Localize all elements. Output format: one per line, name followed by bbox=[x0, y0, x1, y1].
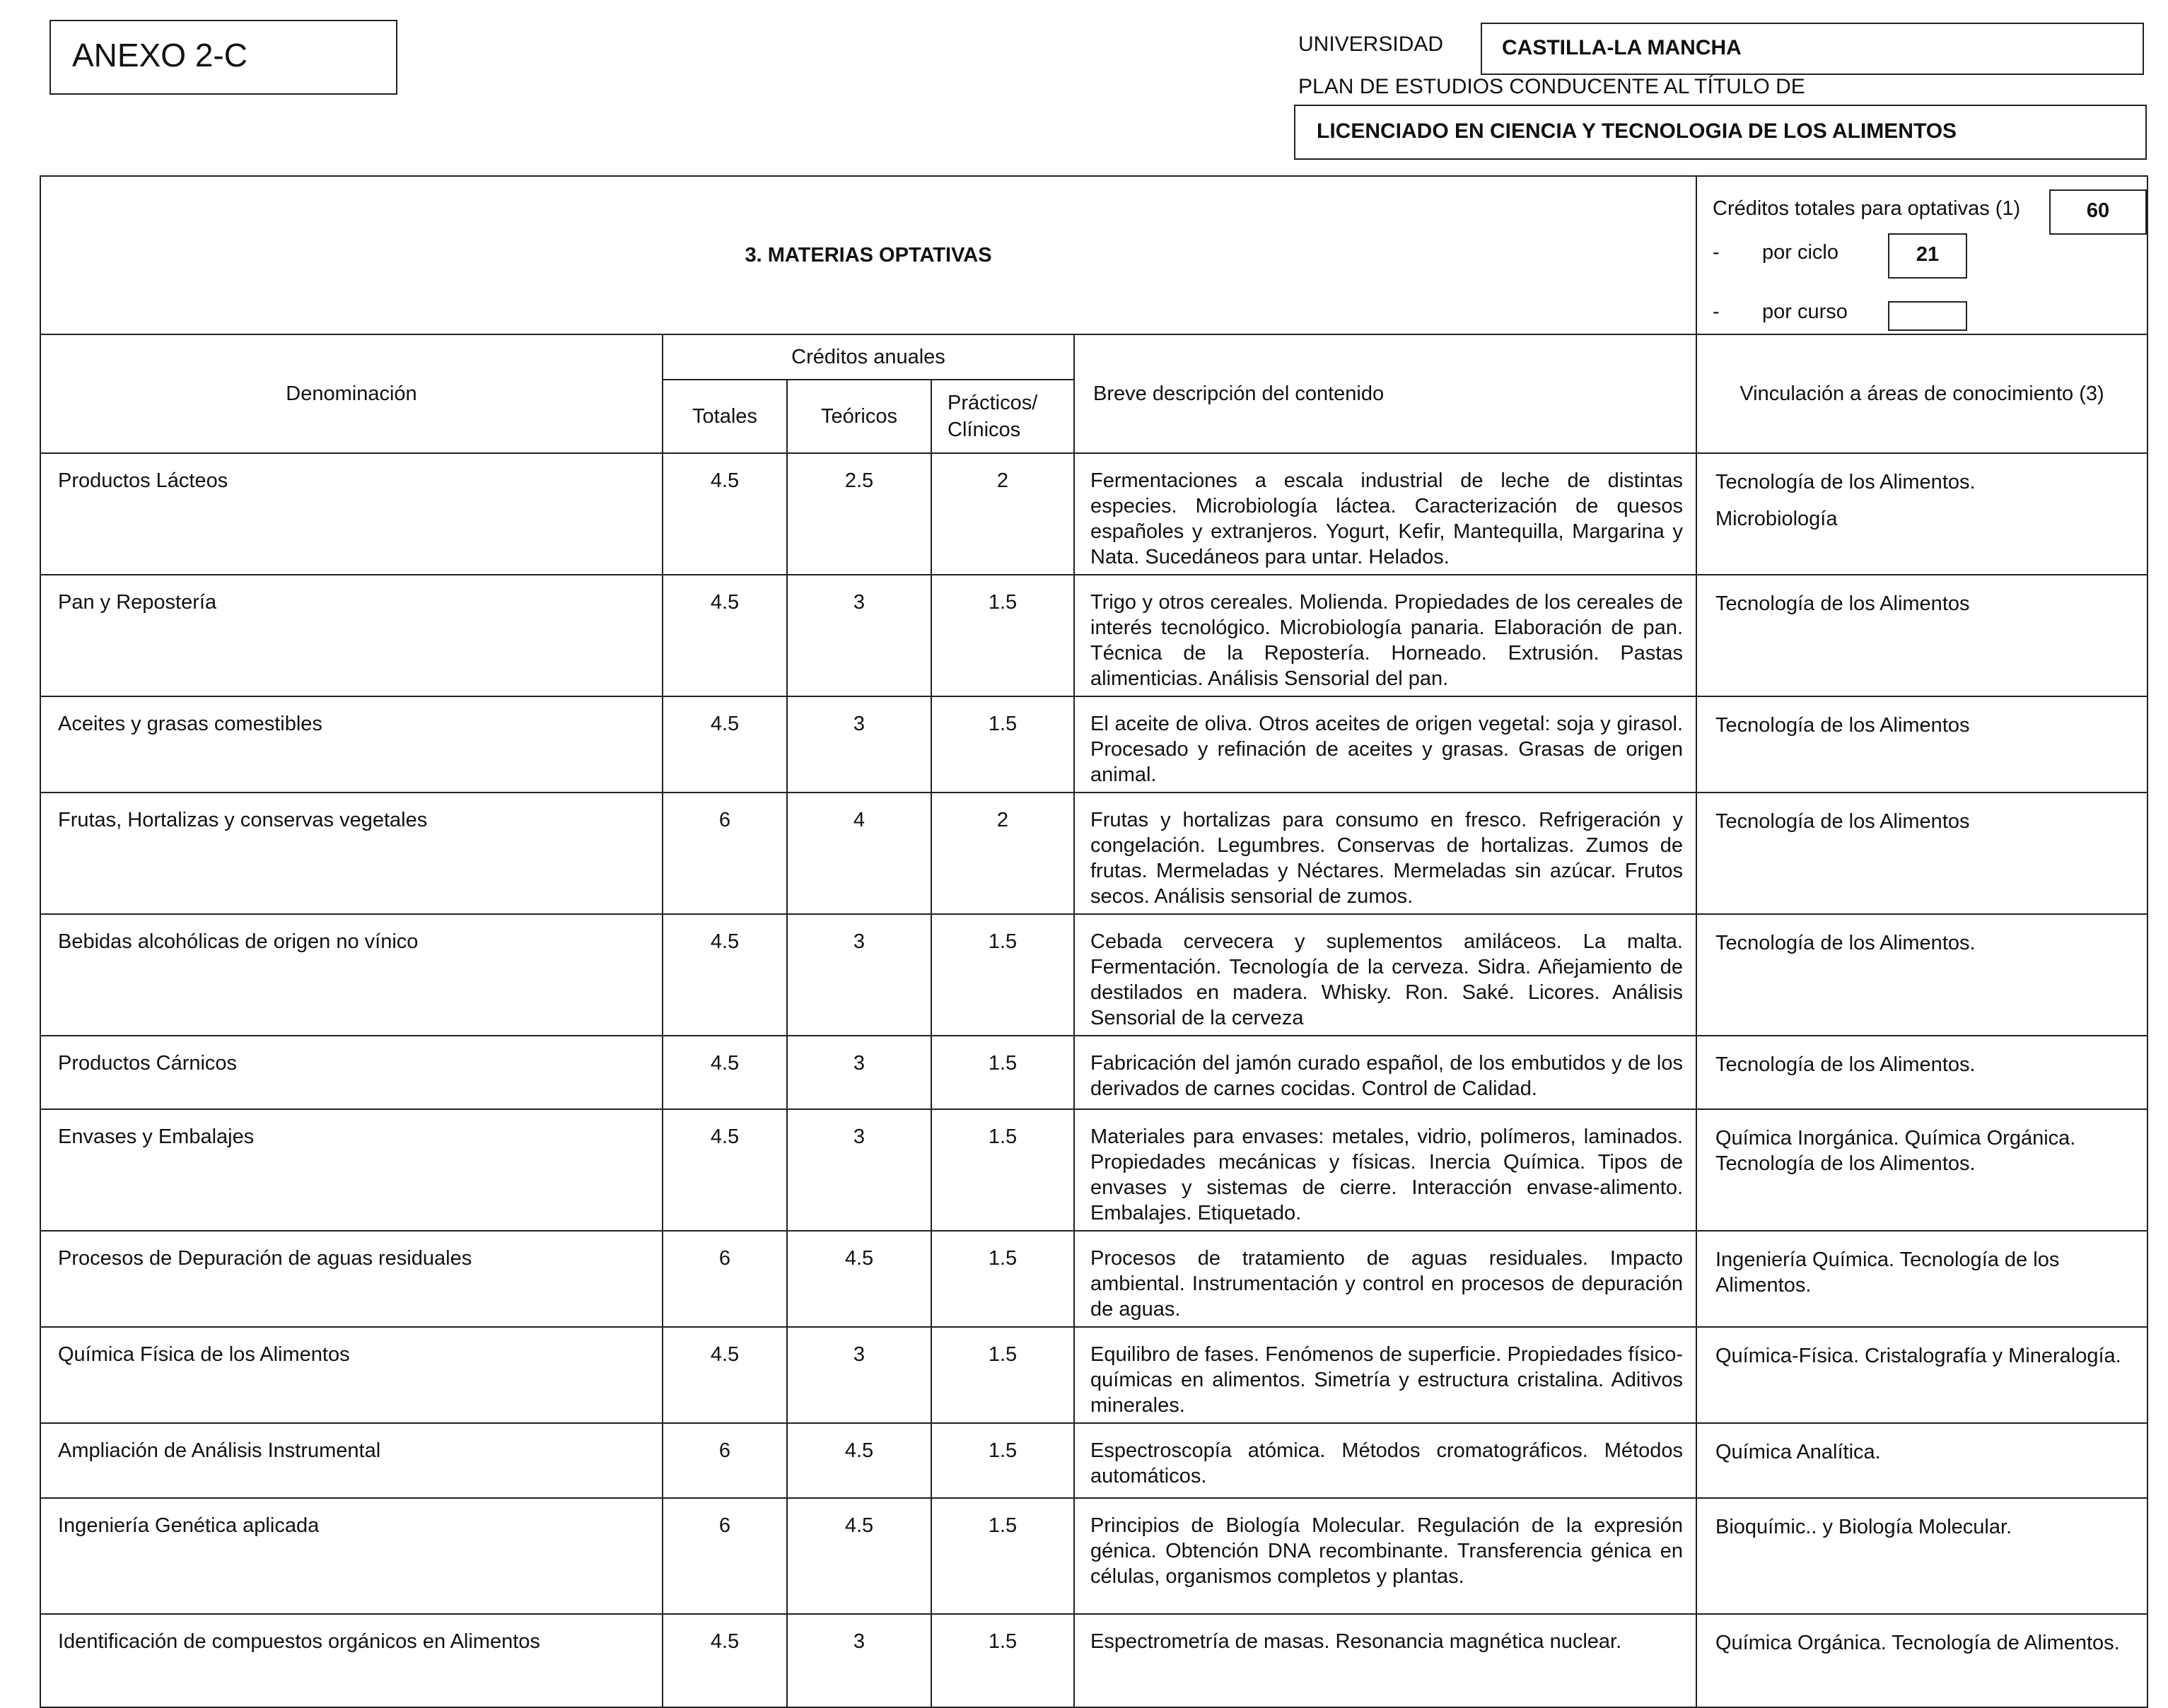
materia-descripcion: Procesos de tratamiento de aguas residuales. Impacto ambiental. Instrumentación y control en procesos de depuración de aguas. bbox=[1074, 1231, 1696, 1327]
col-totales: Totales bbox=[663, 380, 787, 453]
materia-descripcion: Fermentaciones a escala industrial de leche de distintas especies. Microbiología láctea. Caracterización de quesos españoles y extranjeros. Yogurt, Kefir, Mantequilla, Margarina y Nata. Sucedáneos para untar. Helados. bbox=[1074, 453, 1696, 575]
creditos-teoricos: 3 bbox=[787, 575, 931, 696]
creditos-totales: 6 bbox=[663, 792, 787, 914]
creditos-teoricos: 3 bbox=[787, 914, 931, 1036]
materia-descripcion: Fabricación del jamón curado español, de los embutidos y de los derivados de carnes cocidas. Control de Calidad. bbox=[1074, 1036, 1696, 1109]
materia-name: Ingeniería Genética aplicada bbox=[40, 1498, 663, 1614]
area-primary: Tecnología de los Alimentos bbox=[1715, 714, 1970, 737]
creditos-teoricos: 3 bbox=[787, 1614, 931, 1707]
materia-name: Identificación de compuestos orgánicos en Alimentos bbox=[40, 1614, 663, 1707]
area-primary: Química-Física. Cristalografía y Mineralogía. bbox=[1715, 1345, 2121, 1367]
table-row bbox=[40, 575, 2147, 696]
creditos-totales: 4.5 bbox=[663, 453, 787, 575]
creditos-totales: 4.5 bbox=[663, 1036, 787, 1109]
por-ciclo-value: 21 bbox=[1888, 233, 1967, 279]
col-practicos: Prácticos/ Clínicos bbox=[931, 380, 1074, 453]
creditos-totales: 4.5 bbox=[663, 914, 787, 1036]
materia-name: Productos Cárnicos bbox=[40, 1036, 663, 1109]
section-title: 3. MATERIAS OPTATIVAS bbox=[40, 176, 1696, 334]
creditos-teoricos: 4 bbox=[787, 792, 931, 914]
materia-descripcion: Cebada cervecera y suplementos amiláceos. La malta. Fermentación. Tecnología de la cerveza. Sidra. Añejamiento de destilados en madera. Whisky. Ron. Saké. Licores. Análisis Sensorial de la cerveza bbox=[1074, 914, 1696, 1036]
materia-vinculacion bbox=[1696, 1614, 2147, 1707]
table-row bbox=[40, 1498, 2147, 1614]
table-row bbox=[40, 1327, 2147, 1423]
materia-descripcion: El aceite de oliva. Otros aceites de origen vegetal: soja y girasol. Procesado y refinación de aceites y grasas. Grasas de origen animal. bbox=[1074, 696, 1696, 792]
creditos-practicos: 2 bbox=[931, 453, 1074, 575]
column-header-row bbox=[40, 334, 2147, 380]
dash: - bbox=[1713, 241, 1720, 264]
creditos-totales: 4.5 bbox=[663, 575, 787, 696]
table-row bbox=[40, 914, 2147, 1036]
creditos-practicos: 1.5 bbox=[931, 1498, 1074, 1614]
creditos-practicos: 1.5 bbox=[931, 1231, 1074, 1327]
section-header-row bbox=[40, 176, 2147, 334]
anexo-label: ANEXO 2-C bbox=[49, 20, 397, 95]
plan-label: PLAN DE ESTUDIOS CONDUCENTE AL TÍTULO DE bbox=[1298, 75, 1805, 98]
table-row bbox=[40, 792, 2147, 914]
area-primary: Química Orgánica. Tecnología de Alimentos. bbox=[1715, 1632, 2120, 1654]
area-secondary: Microbiología bbox=[1715, 508, 1838, 530]
materia-vinculacion bbox=[1696, 914, 2147, 1036]
creditos-practicos: 1.5 bbox=[931, 575, 1074, 696]
universidad-value: CASTILLA-LA MANCHA bbox=[1481, 23, 2144, 75]
materia-vinculacion bbox=[1696, 1109, 2147, 1231]
materia-name: Procesos de Depuración de aguas residuales bbox=[40, 1231, 663, 1327]
table-row bbox=[40, 453, 2147, 575]
materia-vinculacion bbox=[1696, 575, 2147, 696]
materia-name: Ampliación de Análisis Instrumental bbox=[40, 1423, 663, 1498]
creditos-practicos: 1.5 bbox=[931, 914, 1074, 1036]
creditos-totales-line bbox=[1713, 192, 2134, 230]
materia-descripcion: Principios de Biología Molecular. Regulación de la expresión génica. Obtención DNA recombinante. Transferencia génica en células, organismos completos y plantas. bbox=[1074, 1498, 1696, 1614]
creditos-teoricos: 4.5 bbox=[787, 1498, 931, 1614]
materia-vinculacion bbox=[1696, 1423, 2147, 1498]
materia-name: Frutas, Hortalizas y conservas vegetales bbox=[40, 792, 663, 914]
creditos-totales: 6 bbox=[663, 1498, 787, 1614]
por-curso-value bbox=[1888, 301, 1967, 331]
dash: - bbox=[1713, 300, 1720, 323]
creditos-practicos: 1.5 bbox=[931, 1109, 1074, 1231]
table-row bbox=[40, 696, 2147, 792]
creditos-teoricos: 3 bbox=[787, 1327, 931, 1423]
area-primary: Ingeniería Química. Tecnología de los Alimentos. bbox=[1715, 1248, 2060, 1297]
creditos-practicos: 1.5 bbox=[931, 696, 1074, 792]
creditos-teoricos: 3 bbox=[787, 696, 931, 792]
creditos-totales: 4.5 bbox=[663, 1614, 787, 1707]
creditos-teoricos: 4.5 bbox=[787, 1231, 931, 1327]
creditos-teoricos: 4.5 bbox=[787, 1423, 931, 1498]
table-row bbox=[40, 1614, 2147, 1707]
materia-vinculacion bbox=[1696, 1327, 2147, 1423]
por-curso-label: por curso bbox=[1762, 300, 1848, 323]
area-primary: Bioquímic.. y Biología Molecular. bbox=[1715, 1516, 2012, 1538]
table-row bbox=[40, 1109, 2147, 1231]
table-row bbox=[40, 1231, 2147, 1327]
col-vinculacion: Vinculación a áreas de conocimiento (3) bbox=[1696, 334, 2147, 453]
materia-descripcion: Trigo y otros cereales. Molienda. Propiedades de los cereales de interés tecnológico. Microbiología panaria. Elaboración de pan. Técnica de la Repostería. Horneado. Extrusión. Pastas alimenticias. Análisis Sensorial del pan. bbox=[1074, 575, 1696, 696]
creditos-practicos: 1.5 bbox=[931, 1327, 1074, 1423]
area-primary: Tecnología de los Alimentos. bbox=[1715, 932, 1976, 954]
creditos-totales: 6 bbox=[663, 1423, 787, 1498]
materia-name: Aceites y grasas comestibles bbox=[40, 696, 663, 792]
creditos-teoricos: 3 bbox=[787, 1109, 931, 1231]
creditos-totales: 4.5 bbox=[663, 696, 787, 792]
materia-descripcion: Materiales para envases: metales, vidrio, polímeros, laminados. Propiedades mecánicas y físicas. Inercia Química. Tipos de envases y sistemas de cierre. Interacción envase-alimento. Embalajes. Etiquetado. bbox=[1074, 1109, 1696, 1231]
titulo-value: LICENCIADO EN CIENCIA Y TECNOLOGIA DE LOS ALIMENTOS bbox=[1294, 105, 2147, 160]
universidad-label: UNIVERSIDAD bbox=[1298, 33, 1444, 56]
area-primary: Tecnología de los Alimentos. bbox=[1715, 1053, 1976, 1076]
materias-table bbox=[40, 175, 2148, 1708]
materias-rows bbox=[40, 453, 2147, 1707]
creditos-totales: 6 bbox=[663, 1231, 787, 1327]
creditos-totales-label: Créditos totales para optativas (1) bbox=[1713, 197, 2021, 220]
area-primary: Tecnología de los Alimentos bbox=[1715, 592, 1970, 615]
area-primary: Química Inorgánica. Química Orgánica. Tecnología de los Alimentos. bbox=[1715, 1127, 2076, 1175]
table-row bbox=[40, 1423, 2147, 1498]
materia-vinculacion bbox=[1696, 1036, 2147, 1109]
por-ciclo-line bbox=[1713, 236, 2134, 274]
col-creditos-anuales: Créditos anuales bbox=[663, 334, 1074, 380]
creditos-teoricos: 3 bbox=[787, 1036, 931, 1109]
area-primary: Tecnología de los Alimentos. bbox=[1715, 471, 1976, 493]
creditos-teoricos: 2.5 bbox=[787, 453, 931, 575]
materia-descripcion: Espectroscopía atómica. Métodos cromatográficos. Métodos automáticos. bbox=[1074, 1423, 1696, 1498]
materia-name: Productos Lácteos bbox=[40, 453, 663, 575]
creditos-practicos: 1.5 bbox=[931, 1036, 1074, 1109]
creditos-practicos: 1.5 bbox=[931, 1614, 1074, 1707]
creditos-totales: 4.5 bbox=[663, 1109, 787, 1231]
creditos-practicos: 2 bbox=[931, 792, 1074, 914]
area-primary: Tecnología de los Alimentos bbox=[1715, 810, 1970, 833]
creditos-totales-value: 60 bbox=[2049, 189, 2147, 235]
materia-name: Bebidas alcohólicas de origen no vínico bbox=[40, 914, 663, 1036]
area-primary: Química Analítica. bbox=[1715, 1441, 1881, 1463]
por-curso-line bbox=[1713, 296, 2134, 334]
por-ciclo-label: por ciclo bbox=[1762, 241, 1838, 264]
creditos-totales: 4.5 bbox=[663, 1327, 787, 1423]
materia-descripcion: Equilibro de fases. Fenómenos de superficie. Propiedades físico-químicas en alimentos. Simetría y estructura cristalina. Aditivos minerales. bbox=[1074, 1327, 1696, 1423]
col-denominacion: Denominación bbox=[40, 334, 663, 453]
col-descripcion: Breve descripción del contenido bbox=[1074, 334, 1696, 453]
materia-name: Pan y Repostería bbox=[40, 575, 663, 696]
materia-name: Química Física de los Alimentos bbox=[40, 1327, 663, 1423]
table-row bbox=[40, 1036, 2147, 1109]
materia-vinculacion bbox=[1696, 792, 2147, 914]
materia-vinculacion bbox=[1696, 453, 2147, 575]
materia-vinculacion bbox=[1696, 1498, 2147, 1614]
materia-descripcion: Frutas y hortalizas para consumo en fresco. Refrigeración y congelación. Legumbres. Conservas de hortalizas. Zumos de frutas. Mermeladas y Néctares. Mermeladas sin azúcar. Frutos secos. Análisis sensorial de zumos. bbox=[1074, 792, 1696, 914]
materia-descripcion: Espectrometría de masas. Resonancia magnética nuclear. bbox=[1074, 1614, 1696, 1707]
materia-vinculacion bbox=[1696, 1231, 2147, 1327]
creditos-practicos: 1.5 bbox=[931, 1423, 1074, 1498]
col-teoricos: Teóricos bbox=[787, 380, 931, 453]
materia-name: Envases y Embalajes bbox=[40, 1109, 663, 1231]
creditos-optativas-cell bbox=[1696, 176, 2147, 334]
materia-vinculacion bbox=[1696, 696, 2147, 792]
